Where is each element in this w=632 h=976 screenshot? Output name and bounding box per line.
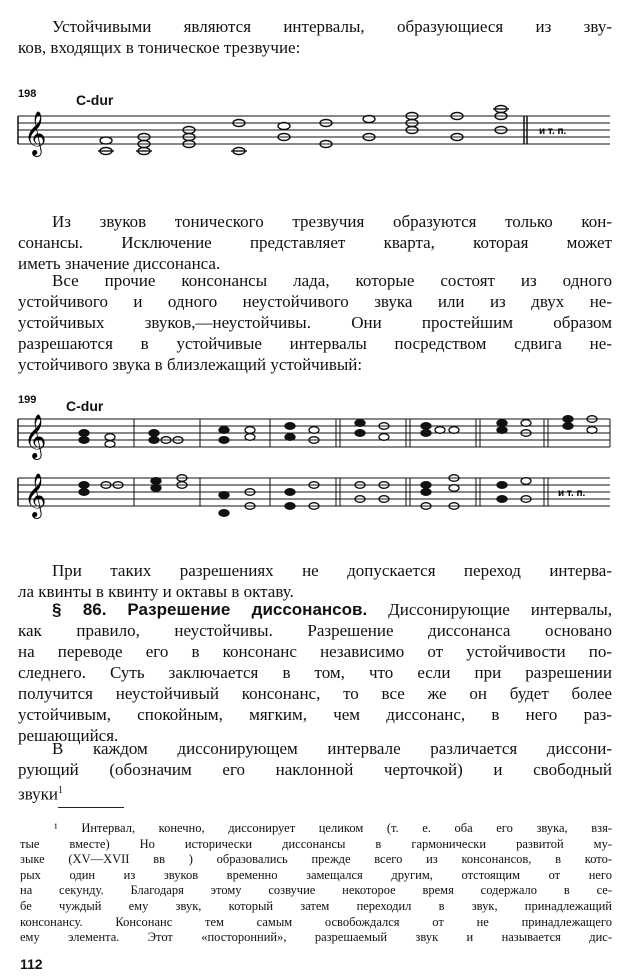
treble-clef-icon: 𝄞 xyxy=(24,475,47,517)
footnote-line: на секунду. Благодаря этому созвучие некоторое время содержало в се- xyxy=(20,883,612,898)
example-number: 198 xyxy=(18,88,37,100)
music-example-198 xyxy=(14,86,614,166)
paragraph-2 xyxy=(18,211,612,274)
staff-199 xyxy=(14,392,614,527)
text-fragment: При таких разрешениях не допускается переход интерва- xyxy=(52,561,612,580)
etc-label: и т. п. xyxy=(558,488,586,499)
text-line: иметь значение диссонанса. xyxy=(18,254,221,273)
text-line: следнего. Суть заключается в том, что если при разрешении xyxy=(18,663,612,682)
text-line: разрешаются в устойчивые интервалы посредством сдвига не- xyxy=(18,334,612,353)
footnote xyxy=(20,821,612,946)
footnote-line: ¹ Интервал, конечно, диссонирует целиком (т. е. оба его звука, взя- xyxy=(54,821,612,835)
text-line: устойчивым, спокойным, мягким, чем диссонанс, в него раз- xyxy=(18,705,612,724)
music-example-199 xyxy=(14,392,614,527)
text-line: сонансы. Исключение представляет кварта, которая может xyxy=(18,233,612,252)
text-fragment: Диссонирующие интервалы, xyxy=(388,600,613,619)
paragraph-5 xyxy=(18,738,612,805)
footnote-line: рых один из звуков временно замещался другим, отстоящим от него xyxy=(20,867,612,882)
page-number: 112 xyxy=(20,956,43,972)
footnote-marker: 1 xyxy=(58,785,64,796)
key-label: C-dur xyxy=(66,398,104,414)
text-line: ла квинты в квинту и октавы в октаву. xyxy=(18,582,294,601)
text-line: как правило, неустойчивы. Разрешение диссонанса основано xyxy=(18,621,612,640)
text-line: Все прочие консонансы лада, которые состоят из одного xyxy=(52,271,612,290)
text-fragment: звуки xyxy=(18,784,59,804)
section-86 xyxy=(18,599,612,746)
text-line: Устойчивыми являются интервалы, образующиеся из зву- xyxy=(52,17,612,36)
footnote-separator xyxy=(58,807,124,808)
paragraph-3 xyxy=(18,270,612,375)
notes-199 xyxy=(79,416,597,517)
footnote-line: зыке (XV—XVII вв ) образовались прежде всего из консонансов, в кото- xyxy=(20,852,612,867)
section-number: § 86. xyxy=(52,600,107,619)
intro-paragraph xyxy=(18,16,612,58)
text-line: ков, входящих в тоническое трезвучие: xyxy=(18,38,301,57)
text-line xyxy=(18,560,612,581)
example-number: 199 xyxy=(18,394,37,406)
text-line: получится неустойчивый консонанс, то все же он будет более xyxy=(18,684,612,703)
footnote-line: консонансу. Консонанс тем самым освобождался от не принадлежащего xyxy=(20,914,612,929)
etc-label: и т. п. xyxy=(539,126,567,137)
footnote-line: тые вместе) Но исторически диссонансы в гармонически развитой му- xyxy=(20,836,612,851)
section-title: Разрешение диссонансов. xyxy=(127,600,368,619)
text-line: рующий (обозначим его наклонной черточкой) и свободный xyxy=(18,760,612,779)
text-line: Из звуков тонического трезвучия образуются только кон- xyxy=(52,212,612,231)
text-line xyxy=(18,780,612,805)
text-line: решающийся. xyxy=(18,726,119,745)
text-line: на переводе его в консонанс независимо от устойчивости по- xyxy=(18,642,612,661)
section-heading-line xyxy=(18,599,612,620)
treble-clef-icon: 𝄞 xyxy=(24,113,47,155)
footnote-line: бе чуждый ему звук, который затем переходил в звук, принадлежащий xyxy=(20,898,612,913)
key-label: C-dur xyxy=(76,92,114,108)
paragraph-4 xyxy=(18,560,612,602)
treble-clef-icon: 𝄞 xyxy=(24,416,47,458)
text-line: устойчивых звуков,—неустойчивы. Они простейшим образом xyxy=(18,313,612,332)
text-line: В каждом диссонирующем интервале различается диссони- xyxy=(52,739,612,758)
text-line: устойчивого звука в близлежащий устойчивый: xyxy=(18,355,363,374)
text-line: устойчивого и одного неустойчивого звука или из двух не- xyxy=(18,292,612,311)
staff-198 xyxy=(14,86,614,166)
footnote-line: ему элемента. Этот «посторонний», разрешаемый звук и называется дис- xyxy=(20,930,612,945)
